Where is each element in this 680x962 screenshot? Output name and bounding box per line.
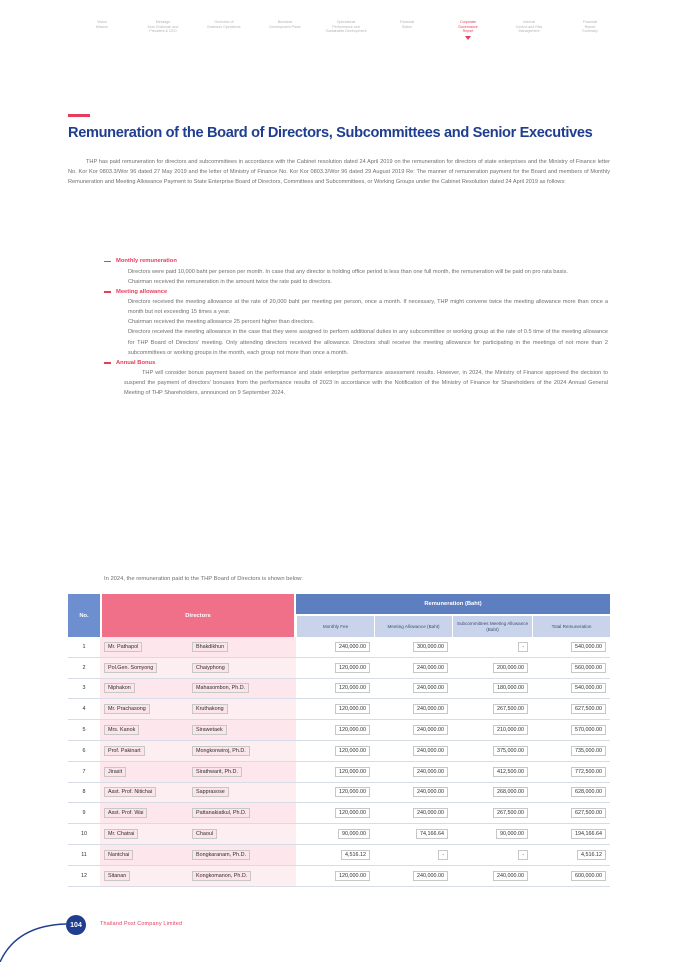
monthly-fee-value: 120,000.00 [335, 725, 370, 735]
monthly-fee-value-cell [296, 783, 374, 804]
total-remuneration-value: 600,000.00 [571, 871, 606, 881]
meeting-allowance-value: 240,000.00 [413, 871, 448, 881]
meeting-allowance-value-cell [374, 637, 452, 658]
row-number: 8 [82, 789, 86, 796]
nav-tab-label: Control and Risk [515, 24, 543, 29]
title-accent-bar [68, 114, 90, 117]
row-number-cell [68, 824, 100, 845]
director-last-name-cell [188, 720, 296, 741]
director-first-name-cell [100, 783, 188, 804]
nav-tab-label: Corporate [460, 20, 476, 24]
monthly-fee-value: 4,516.12 [341, 850, 370, 860]
nav-tab-4[interactable] [259, 20, 311, 54]
nav-tab-label: Vision [97, 20, 107, 24]
top-navigation [76, 20, 616, 54]
row-number: 7 [82, 768, 86, 775]
nav-tab-label: Report [462, 29, 474, 34]
director-last-name: Chaiyphong [192, 663, 229, 673]
table-row [68, 783, 610, 804]
nav-tab-label: Business Operations [207, 24, 241, 29]
subcommittee-allowance-value-cell [452, 845, 532, 866]
director-first-name-cell [100, 741, 188, 762]
director-first-name-cell [100, 762, 188, 783]
director-first-name-cell [100, 824, 188, 845]
director-first-name-cell [100, 679, 188, 700]
director-last-name-cell [188, 866, 296, 887]
director-last-name: Bhakdikhun [192, 642, 228, 652]
row-number: 2 [82, 664, 86, 671]
meeting-allowance-value-cell [374, 803, 452, 824]
director-last-name: Sirawetaek [192, 725, 227, 735]
total-remuneration-value: 194,166.64 [571, 829, 606, 839]
meeting-allowance-value: 240,000.00 [413, 746, 448, 756]
director-last-name: Kongkomanon, Ph.D. [192, 871, 251, 881]
director-first-name-cell [100, 658, 188, 679]
subcommittee-allowance-value-cell [452, 699, 532, 720]
subcommittee-allowance-value: 267,500.00 [493, 808, 528, 818]
meeting-allowance-value: 240,000.00 [413, 787, 448, 797]
subcommittee-allowance-value-cell [452, 741, 532, 762]
section-paragraph: Chairman received the remuneration in the amount twice the rate paid to directors. [128, 278, 332, 285]
monthly-fee-value: 120,000.00 [335, 787, 370, 797]
director-first-name: Mr. Pathapol [104, 642, 142, 652]
section-heading [104, 287, 614, 298]
page-number: 104 [66, 915, 86, 935]
section-body [104, 267, 614, 287]
director-last-name: Kruthakong [192, 704, 228, 714]
row-number: 5 [82, 727, 86, 734]
section-heading-label: Annual Bonus [116, 360, 156, 366]
director-last-name: Chaoul [192, 829, 217, 839]
monthly-fee-value: 120,000.00 [335, 767, 370, 777]
monthly-fee-value: 120,000.00 [335, 808, 370, 818]
total-remuneration-value: 772,500.00 [571, 767, 606, 777]
director-first-name: Asst. Prof. Wai [104, 808, 147, 818]
nav-tab-label: Financial [582, 20, 598, 24]
row-number-cell [68, 762, 100, 783]
director-first-name-cell [100, 845, 188, 866]
header-remuneration: Remuneration (Baht) [296, 594, 610, 614]
monthly-fee-value-cell [296, 824, 374, 845]
nav-tab-label: Summary [582, 29, 598, 34]
meeting-allowance-value-cell [374, 845, 452, 866]
section-body [104, 297, 614, 358]
director-first-name: Niphakon [104, 683, 135, 693]
nav-tab-label: Financial [399, 20, 415, 24]
subcommittee-allowance-value: 240,000.00 [493, 871, 528, 881]
monthly-fee-value-cell [296, 845, 374, 866]
subcommittee-allowance-value-cell [452, 679, 532, 700]
nav-tab-label: Performance and [332, 24, 360, 29]
row-number-cell [68, 741, 100, 762]
section-heading [104, 358, 614, 369]
nav-tab-label: from Chairman and [147, 24, 179, 29]
total-remuneration-value-cell [532, 720, 610, 741]
monthly-fee-value: 120,000.00 [335, 871, 370, 881]
director-first-name-cell [100, 720, 188, 741]
header-subcommittee-allowance: Subcommittees Meeting Allowance (Baht) [452, 614, 532, 637]
section-paragraph: Chairman received the meeting allowance 25 percent higher than directors. [128, 319, 315, 326]
director-first-name: Jirasit [104, 767, 126, 777]
subcommittee-allowance-value: 200,000.00 [493, 663, 528, 673]
total-remuneration-value: 570,000.00 [571, 725, 606, 735]
total-remuneration-value-cell [532, 762, 610, 783]
table-row [68, 866, 610, 887]
meeting-allowance-value-cell [374, 658, 452, 679]
monthly-fee-value-cell [296, 679, 374, 700]
row-number: 6 [82, 747, 86, 754]
subcommittee-allowance-value: 412,500.00 [493, 767, 528, 777]
row-number: 1 [82, 643, 86, 650]
active-tab-marker [465, 36, 471, 40]
director-first-name-cell [100, 803, 188, 824]
subcommittee-allowance-value: 90,000.00 [496, 829, 528, 839]
section-heading-label: Meeting allowance [116, 288, 168, 295]
subcommittee-allowance-value: 210,000.00 [493, 725, 528, 735]
director-first-name: Nantchai [104, 850, 133, 860]
meeting-allowance-value: 240,000.00 [413, 808, 448, 818]
total-remuneration-value: 627,500.00 [571, 808, 606, 818]
nav-tab-2[interactable] [137, 20, 189, 54]
meeting-allowance-value: 240,000.00 [413, 767, 448, 777]
meeting-allowance-value: 74,166.64 [416, 829, 448, 839]
director-first-name: Sitanan [104, 871, 130, 881]
director-last-name: Sirathwarit, Ph.D. [192, 767, 242, 777]
meeting-allowance-value: 240,000.00 [413, 725, 448, 735]
nav-tab-label: Sustainable Development [325, 29, 367, 34]
total-remuneration-value: 628,000.00 [571, 787, 606, 797]
table-row [68, 803, 610, 824]
director-last-name-cell [188, 783, 296, 804]
director-first-name-cell [100, 637, 188, 658]
subcommittee-allowance-value-cell [452, 637, 532, 658]
total-remuneration-value-cell [532, 866, 610, 887]
nav-tab-label: Status [401, 24, 413, 29]
row-number-cell [68, 679, 100, 700]
meeting-allowance-value: - [438, 850, 448, 860]
page-title: Remuneration of the Board of Directors, Subcommittees and Senior Executives [68, 125, 593, 141]
director-last-name-cell [188, 845, 296, 866]
total-remuneration-value-cell [532, 824, 610, 845]
meeting-allowance-value-cell [374, 783, 452, 804]
row-number: 11 [81, 851, 87, 858]
row-number-cell [68, 783, 100, 804]
table-caption: In 2024, the remuneration paid to the THP Board of Directors is shown below: [104, 576, 303, 582]
meeting-allowance-value: 300,000.00 [413, 642, 448, 652]
table-row [68, 824, 610, 845]
director-first-name-cell [100, 699, 188, 720]
meeting-allowance-value: 240,000.00 [413, 704, 448, 714]
monthly-fee-value-cell [296, 637, 374, 658]
subcommittee-allowance-value-cell [452, 720, 532, 741]
row-number: 12 [81, 872, 87, 879]
meeting-allowance-value-cell [374, 824, 452, 845]
nav-tab-5[interactable] [320, 20, 372, 54]
nav-tab-label: Message [155, 20, 171, 24]
dash-icon [104, 291, 111, 293]
nav-tab-label: Mission [95, 24, 109, 29]
nav-tab-1[interactable] [76, 20, 128, 54]
section-paragraph: THP will consider bonus payment based on the performance and state enterprise performance assessment results. However, in 2024, the Ministry of Finance approved the decision to suspend the payment of directors' bonuses from the performance results of 2023 in accordance with the Notification of the Ministry of Finance for Shareholders of the 2024 Annual General Meeting of THP Shareholders, announced on 9 September 2024. [124, 370, 608, 397]
section-paragraph: Directors received the meeting allowance at the rate of 20,000 baht per meeting per person, once a month. If necessary, THP might convene twice the meeting allowance more than once a month but not exceeding 15 times a year. [128, 299, 608, 316]
meeting-allowance-value: 240,000.00 [413, 683, 448, 693]
monthly-fee-value: 120,000.00 [335, 704, 370, 714]
nav-tab-label: President & CEO [149, 29, 177, 34]
dash-icon [104, 362, 111, 364]
total-remuneration-value-cell [532, 658, 610, 679]
director-last-name-cell [188, 762, 296, 783]
director-first-name: Asst. Prof. Nitichai [104, 787, 156, 797]
total-remuneration-value: 540,000.00 [571, 683, 606, 693]
nav-tab-label: Management [518, 29, 540, 34]
header-total: Total Remuneration [532, 614, 610, 637]
section-heading [104, 256, 614, 267]
total-remuneration-value-cell [532, 637, 610, 658]
monthly-fee-value-cell [296, 720, 374, 741]
total-remuneration-value: 627,500.00 [571, 704, 606, 714]
monthly-fee-value: 120,000.00 [335, 683, 370, 693]
dash-icon [104, 261, 111, 263]
director-first-name: Pol.Gen. Somyong [104, 663, 157, 673]
row-number-cell [68, 720, 100, 741]
table-row [68, 637, 610, 658]
table-row [68, 762, 610, 783]
total-remuneration-value-cell [532, 803, 610, 824]
subcommittee-allowance-value: 268,000.00 [493, 787, 528, 797]
meeting-allowance-value: 240,000.00 [413, 663, 448, 673]
subcommittee-allowance-value: 375,000.00 [493, 746, 528, 756]
nav-tab-label: Business [277, 20, 293, 24]
remuneration-table [68, 594, 610, 887]
monthly-fee-value-cell [296, 658, 374, 679]
monthly-fee-value-cell [296, 699, 374, 720]
monthly-fee-value-cell [296, 866, 374, 887]
director-last-name: Mongkonwiroj, Ph.D. [192, 746, 250, 756]
table-row [68, 679, 610, 700]
subcommittee-allowance-value: - [518, 642, 528, 652]
row-number-cell [68, 699, 100, 720]
nav-tab-label: Governance [458, 24, 478, 29]
subcommittee-allowance-value: 180,000.00 [493, 683, 528, 693]
director-last-name: Mahasombon, Ph.D. [192, 683, 249, 693]
monthly-fee-value-cell [296, 741, 374, 762]
total-remuneration-value: 560,000.00 [571, 663, 606, 673]
director-last-name-cell [188, 741, 296, 762]
nav-tab-label: Report [584, 24, 596, 29]
meeting-allowance-value-cell [374, 720, 452, 741]
monthly-fee-value: 90,000.00 [338, 829, 370, 839]
section-body [104, 368, 614, 398]
director-last-name-cell [188, 803, 296, 824]
meeting-allowance-value-cell [374, 866, 452, 887]
nav-tab-8[interactable] [503, 20, 555, 54]
remuneration-sections [104, 256, 614, 399]
intro-paragraph: THP has paid remuneration for directors and subcommittees in accordance with the Cabinet resolution dated 24 April 2019 on the remuneration for directors of state enterprises and the Ministry of Finance letter No. Kor Kor 0803.3/Wor 96 dated 27 May 2019 and the letter of Ministry of Finance No. Kor Kor 0803.3/Wor 96 dated 29 August 2019 Re: The manner of remuneration payment for the Board and members of Monthly Remuneration and Meeting Allowance Payment to State Enterprise Board of Directors, Committees and Subcommittees, or Working Groups under the Cabinet Resolution dated 24 April 2019 as follows: [68, 159, 610, 186]
director-last-name-cell [188, 824, 296, 845]
table-row [68, 720, 610, 741]
table-row [68, 699, 610, 720]
meeting-allowance-value-cell [374, 741, 452, 762]
subcommittee-allowance-value-cell [452, 866, 532, 887]
monthly-fee-value-cell [296, 762, 374, 783]
header-meeting-allowance: Meeting Allowance (Baht) [374, 614, 452, 637]
monthly-fee-value: 240,000.00 [335, 642, 370, 652]
nav-tab-label: Operational [336, 20, 356, 24]
row-number-cell [68, 637, 100, 658]
meeting-allowance-value-cell [374, 699, 452, 720]
total-remuneration-value-cell [532, 679, 610, 700]
director-first-name: Mr. Chatrai [104, 829, 138, 839]
total-remuneration-value: 4,516.12 [577, 850, 606, 860]
subcommittee-allowance-value-cell [452, 783, 532, 804]
nav-tab-9[interactable] [564, 20, 616, 54]
row-number: 9 [82, 810, 86, 817]
subcommittee-allowance-value: 267,500.00 [493, 704, 528, 714]
director-last-name: Bongkaranam, Ph.D. [192, 850, 250, 860]
nav-tab-label: Development Plans [269, 24, 301, 29]
nav-tab-3[interactable] [198, 20, 250, 54]
director-last-name-cell [188, 637, 296, 658]
header-monthly-fee: Monthly Fee [296, 614, 374, 637]
nav-tab-7[interactable] [442, 20, 494, 54]
company-name: Thailand Post Company Limited [100, 921, 183, 927]
header-no: No. [68, 594, 100, 637]
row-number-cell [68, 845, 100, 866]
total-remuneration-value-cell [532, 783, 610, 804]
director-first-name: Prof. Pakinart [104, 746, 145, 756]
meeting-allowance-value-cell [374, 679, 452, 700]
monthly-fee-value-cell [296, 803, 374, 824]
director-last-name-cell [188, 699, 296, 720]
total-remuneration-value: 540,000.00 [571, 642, 606, 652]
nav-tab-label: Overview of [214, 20, 234, 24]
monthly-fee-value: 120,000.00 [335, 663, 370, 673]
nav-tab-label: Internal [523, 20, 535, 24]
subcommittee-allowance-value-cell [452, 824, 532, 845]
row-number: 3 [82, 685, 86, 692]
header-directors: Directors [100, 594, 296, 637]
subcommittee-allowance-value-cell [452, 658, 532, 679]
director-last-name-cell [188, 658, 296, 679]
section-heading-label: Monthly remuneration [116, 258, 177, 265]
subcommittee-allowance-value-cell [452, 762, 532, 783]
row-number-cell [68, 658, 100, 679]
meeting-allowance-value-cell [374, 762, 452, 783]
director-first-name: Mr. Prachasong [104, 704, 150, 714]
row-number-cell [68, 803, 100, 824]
table-row [68, 658, 610, 679]
total-remuneration-value-cell [532, 741, 610, 762]
nav-tab-6[interactable] [381, 20, 433, 54]
total-remuneration-value-cell [532, 845, 610, 866]
table-row [68, 741, 610, 762]
total-remuneration-value: 735,000.00 [571, 746, 606, 756]
subcommittee-allowance-value: - [518, 850, 528, 860]
row-number: 4 [82, 706, 86, 713]
table-row [68, 845, 610, 866]
section-paragraph: Directors were paid 10,000 baht per person per month. In case that any director is holding office period is less than one full month, the remuneration will be paid on pro rata basis. [128, 268, 568, 275]
monthly-fee-value: 120,000.00 [335, 746, 370, 756]
total-remuneration-value-cell [532, 699, 610, 720]
director-last-name: Pattanakiatkul, Ph.D. [192, 808, 250, 818]
section-paragraph: Directors received the meeting allowance in the case that they were assigned to perform additional duties in any subcommittee or working group at the rate of 0.5 time of the meeting allowance for THP Board of Directors' meeting. Only attending directors received the allowance. Directors shall receive the meeting allowance for participating in the meetings of not more than 2 subcommittees or working groups in the month, each group not more than once a month. [128, 329, 608, 356]
director-last-name-cell [188, 679, 296, 700]
director-first-name: Mrs. Kanok [104, 725, 139, 735]
director-last-name: Sapprasose [192, 787, 229, 797]
subcommittee-allowance-value-cell [452, 803, 532, 824]
row-number: 10 [81, 831, 87, 838]
